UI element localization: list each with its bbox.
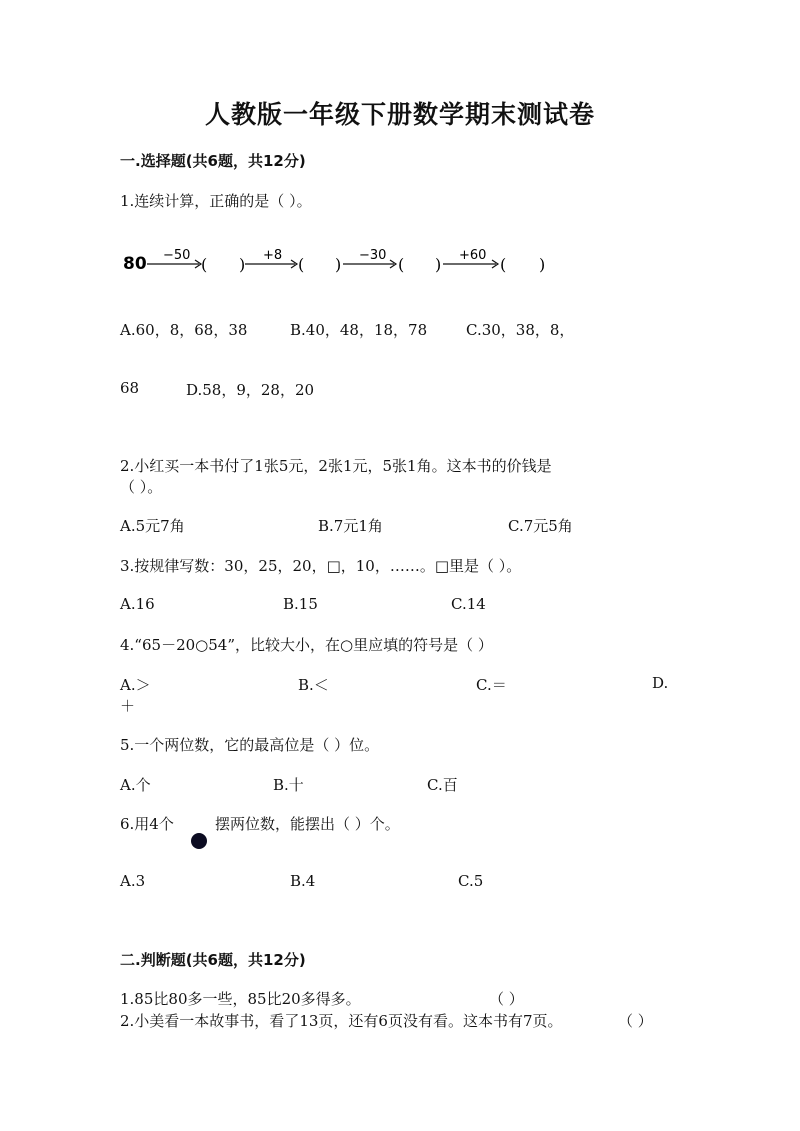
q5-option-b[interactable]: B.十 xyxy=(273,776,304,794)
chain-start-number: 80 xyxy=(123,254,147,274)
q4-option-d-continued: ＋ xyxy=(120,697,136,715)
q3-option-a[interactable]: A.16 xyxy=(120,595,155,613)
judgement-1-text: 1.85比80多一些，85比20多得多。 xyxy=(120,990,361,1008)
q5-option-c[interactable]: C.百 xyxy=(427,776,458,794)
chain-paren-close-4: ) xyxy=(539,255,546,274)
judgement-2-text: 2.小美看一本故事书，看了13页，还有6页没有看。这本书有7页。 xyxy=(120,1012,563,1030)
chain-paren-open-3: ( xyxy=(398,255,405,274)
judgement-2-bracket[interactable]: （ ） xyxy=(618,1012,653,1030)
section-heading-choice: 一.选择题(共6题，共12分) xyxy=(120,152,306,170)
chain-paren-open-2: ( xyxy=(298,255,305,274)
question-2-text-line2: （ ）。 xyxy=(120,478,163,496)
section-heading-judgement: 二.判断题(共6题，共12分) xyxy=(120,951,306,969)
q6-option-b[interactable]: B.4 xyxy=(290,872,316,890)
question-3-text: 3.按规律写数：30，25，20，□，10，……。□里是（ ）。 xyxy=(120,557,522,575)
q3-option-b[interactable]: B.15 xyxy=(283,595,318,613)
chain-op-3: −30 xyxy=(359,248,387,263)
chain-paren-close-3: ) xyxy=(435,255,442,274)
q4-option-a[interactable]: A.＞ xyxy=(120,676,151,694)
q1-option-b[interactable]: B.40，48，18，78 xyxy=(290,321,428,339)
black-dot-icon xyxy=(191,833,207,849)
q1-option-c[interactable]: C.30，38，8， xyxy=(466,321,575,339)
q4-option-d[interactable]: D. xyxy=(652,674,669,692)
q1-option-d[interactable]: D.58，9，28，20 xyxy=(186,381,315,399)
q3-option-c[interactable]: C.14 xyxy=(451,595,486,613)
q2-option-a[interactable]: A.5元7角 xyxy=(120,517,185,535)
chain-paren-open-1: ( xyxy=(201,255,208,274)
question-1-text: 1.连续计算，正确的是（ ）。 xyxy=(120,192,312,210)
q4-option-c[interactable]: C.＝ xyxy=(476,676,507,694)
q2-option-c[interactable]: C.7元5角 xyxy=(508,517,573,535)
q1-option-a[interactable]: A.60，8，68，38 xyxy=(120,321,248,339)
question-2-text-line1: 2.小红买一本书付了1张5元，2张1元，5张1角。这本书的价钱是 xyxy=(120,457,552,475)
chain-paren-close-1: ) xyxy=(239,255,246,274)
question-6-text-after: 摆两位数，能摆出（ ）个。 xyxy=(215,815,400,833)
q4-option-b[interactable]: B.＜ xyxy=(298,676,329,694)
q1-option-c-continued: 68 xyxy=(120,379,140,397)
q6-option-c[interactable]: C.5 xyxy=(458,872,484,890)
page-title: 人教版一年级下册数学期末测试卷 xyxy=(204,100,595,129)
chain-op-2: +8 xyxy=(263,248,283,263)
q6-option-a[interactable]: A.3 xyxy=(120,872,146,890)
q5-option-a[interactable]: A.个 xyxy=(120,776,151,794)
question-4-text: 4.“65－20○54”，比较大小，在○里应填的符号是（ ） xyxy=(120,636,493,654)
chain-paren-open-4: ( xyxy=(500,255,507,274)
question-6-text-before: 6.用4个 xyxy=(120,815,174,833)
chain-op-4: +60 xyxy=(459,248,487,263)
chain-op-1: −50 xyxy=(163,248,191,263)
question-5-text: 5.一个两位数，它的最高位是（ ）位。 xyxy=(120,736,380,754)
q2-option-b[interactable]: B.7元1角 xyxy=(318,517,383,535)
judgement-1-bracket[interactable]: （ ） xyxy=(489,990,524,1008)
chain-paren-close-2: ) xyxy=(335,255,342,274)
calculation-chain xyxy=(123,240,563,280)
